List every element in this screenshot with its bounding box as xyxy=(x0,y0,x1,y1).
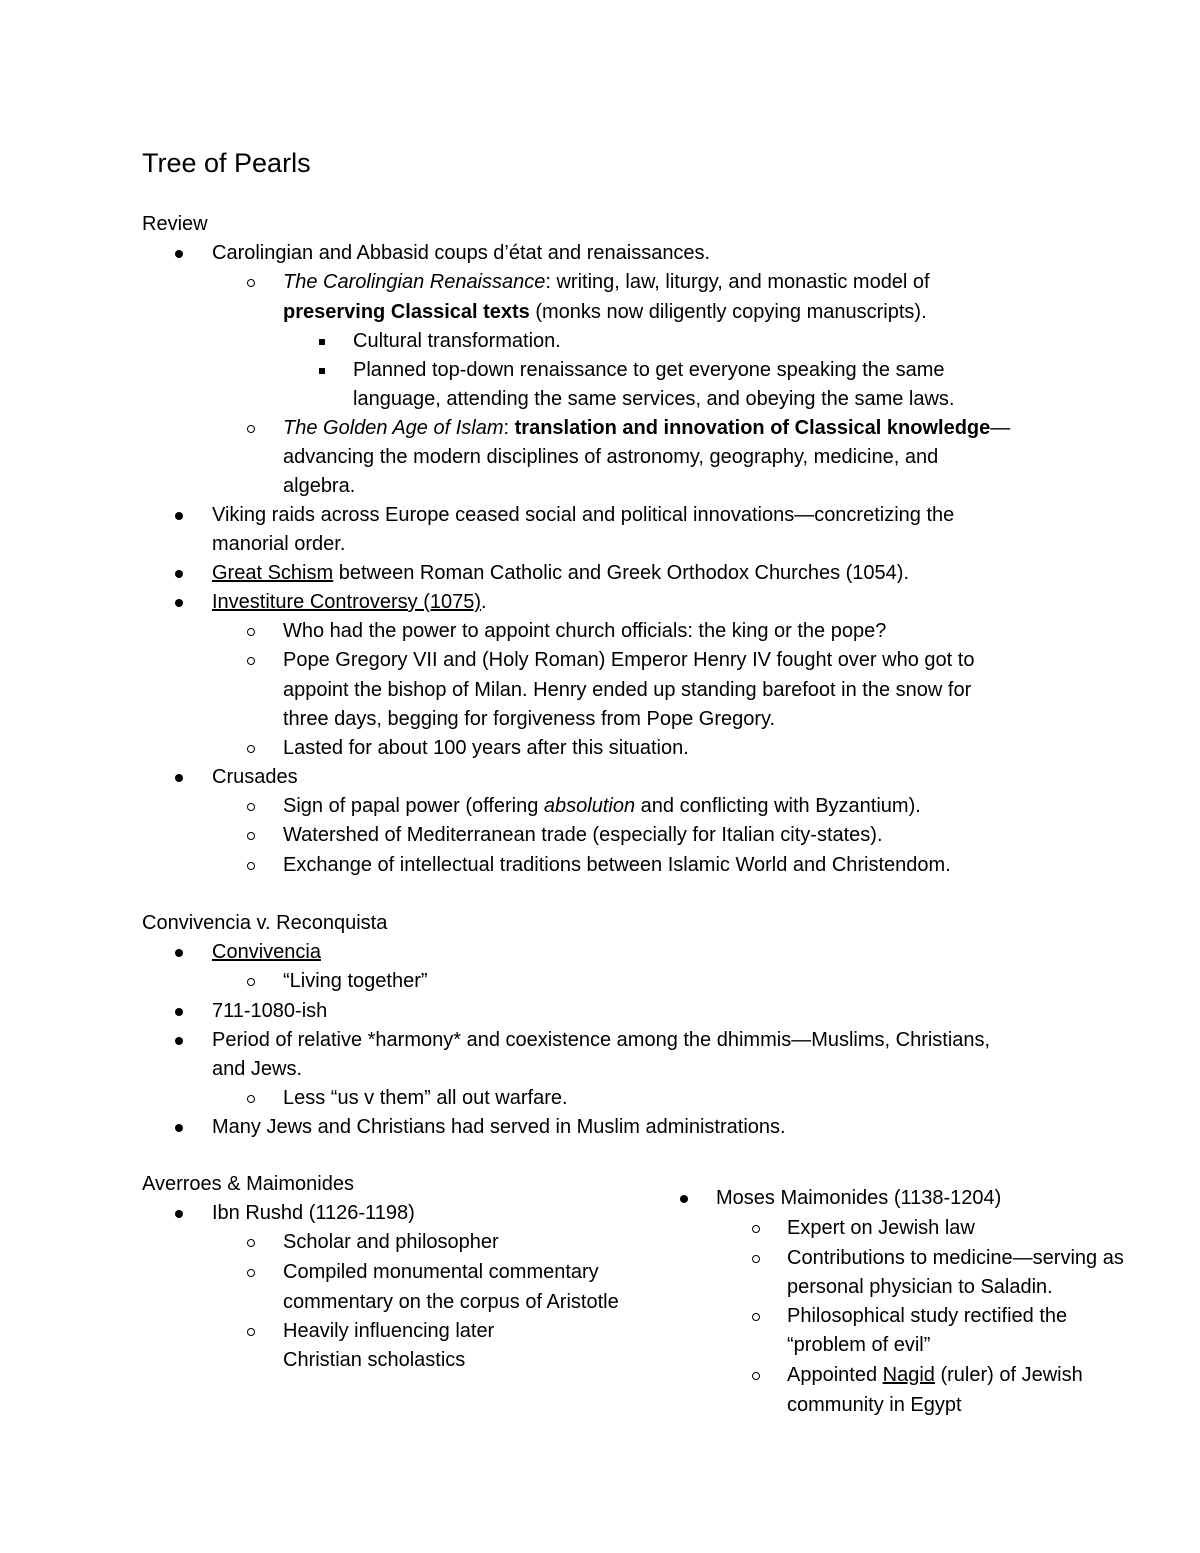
review-sub-golden-age-line2: advancing the modern disciplines of astronomy, geography, medicine, and xyxy=(283,446,939,468)
review-tertiary-2-line2: language, attending the same services, and obeying the same laws. xyxy=(353,388,955,410)
bullet-circle-icon xyxy=(247,822,255,848)
maimonides-sub-2-line2: personal physician to Saladin. xyxy=(787,1276,1053,1298)
ibn-rushd-bullet: Ibn Rushd (1126-1198) xyxy=(212,1202,415,1224)
carolingian-description: : writing, law, liturgy, and monastic model of xyxy=(545,271,930,293)
bullet-dot-icon xyxy=(175,939,183,965)
review-bullet-2: Viking raids across Europe ceased social and political innovations—concretizing the xyxy=(212,504,955,526)
nagid-term: Nagid xyxy=(882,1364,935,1386)
bullet-square-icon xyxy=(319,357,325,383)
review-sub-investiture-2: Pope Gregory VII and (Holy Roman) Emperor Henry IV fought over who got to xyxy=(283,649,975,671)
review-sub-investiture-1: Who had the power to appoint church officials: the king or the pope? xyxy=(283,620,887,642)
bullet-dot-icon xyxy=(175,764,183,790)
bullet-dot-icon xyxy=(175,998,183,1024)
bullet-dot-icon xyxy=(175,589,183,615)
bullet-dot-icon xyxy=(175,502,183,528)
ibn-rushd-sub-3: Heavily influencing later xyxy=(283,1320,495,1342)
period-text: . xyxy=(481,591,487,613)
bullet-circle-icon xyxy=(752,1215,760,1241)
preserving-classical-texts: preserving Classical texts xyxy=(283,301,530,323)
convivencia-bullet-4: Many Jews and Christians had served in Muslim administrations. xyxy=(212,1116,786,1138)
convivencia-sub-2: Less “us v them” all out warfare. xyxy=(283,1087,568,1109)
monks-copying-text: (monks now diligently copying manuscripts). xyxy=(529,301,927,323)
review-bullet-4 xyxy=(212,589,487,615)
convivencia-bullet-2: 711-1080-ish xyxy=(212,1000,328,1022)
bullet-circle-icon xyxy=(247,968,255,994)
dash-text: — xyxy=(990,417,1011,439)
review-tertiary-2: Planned top-down renaissance to get everyone speaking the same xyxy=(353,359,945,381)
bullet-circle-icon xyxy=(247,1318,255,1344)
great-schism-description: between Roman Catholic and Greek Orthodox Churches (1054). xyxy=(333,562,910,584)
maimonides-bullet: Moses Maimonides (1138-1204) xyxy=(716,1187,1002,1209)
appointed-text: Appointed xyxy=(787,1364,883,1386)
maimonides-sub-2: Contributions to medicine—serving as xyxy=(787,1247,1124,1269)
review-bullet-2-line2: manorial order. xyxy=(212,533,346,555)
convivencia-term: Convivencia xyxy=(212,941,321,963)
colon-text: : xyxy=(503,417,515,439)
bullet-circle-icon xyxy=(247,793,255,819)
carolingian-renaissance-term: The Carolingian Renaissance xyxy=(283,271,546,293)
convivencia-bullet-3-line2: and Jews. xyxy=(212,1058,303,1080)
ruler-text: (ruler) of Jewish xyxy=(934,1364,1083,1386)
bullet-circle-icon xyxy=(247,415,255,441)
maimonides-sub-4-line2: community in Egypt xyxy=(787,1394,962,1416)
review-sub-crusades-3: Exchange of intellectual traditions between Islamic World and Christendom. xyxy=(283,854,951,876)
bullet-circle-icon xyxy=(752,1303,760,1329)
review-sub-crusades-2: Watershed of Mediterranean trade (especially for Italian city-states). xyxy=(283,824,883,846)
review-sub-investiture-3: Lasted for about 100 years after this situation. xyxy=(283,737,689,759)
bullet-circle-icon xyxy=(247,1085,255,1111)
section-heading-convivencia: Convivencia v. Reconquista xyxy=(142,912,388,934)
bullet-circle-icon xyxy=(247,852,255,878)
review-sub-golden-age-line3: algebra. xyxy=(283,475,356,497)
absolution-term: absolution xyxy=(543,795,636,817)
review-bullet-1: Carolingian and Abbasid coups d’état and renaissances. xyxy=(212,242,711,264)
bullet-circle-icon xyxy=(752,1362,760,1388)
page-title: Tree of Pearls xyxy=(142,148,311,178)
bullet-dot-icon xyxy=(175,1114,183,1140)
bullet-square-icon xyxy=(319,328,325,354)
bullet-circle-icon xyxy=(247,618,255,644)
section-heading-averroes: Averroes & Maimonides xyxy=(142,1173,354,1195)
ibn-rushd-sub-3-line2: Christian scholastics xyxy=(283,1349,466,1371)
bullet-dot-icon xyxy=(175,240,183,266)
bullet-circle-icon xyxy=(247,735,255,761)
bullet-dot-icon xyxy=(175,560,183,586)
review-sub-carolingian-line2 xyxy=(283,299,927,325)
convivencia-bullet-1 xyxy=(212,939,321,965)
golden-age-term: The Golden Age of Islam xyxy=(283,417,504,439)
convivencia-sub-1: “Living together” xyxy=(283,970,428,992)
ibn-rushd-sub-2-line2: commentary on the corpus of Aristotle xyxy=(283,1291,619,1313)
section-heading-review: Review xyxy=(142,213,208,235)
convivencia-bullet-3: Period of relative *harmony* and coexistence among the dhimmis—Muslims, Christians, xyxy=(212,1029,991,1051)
byzantium-text: and conflicting with Byzantium). xyxy=(635,795,921,817)
ibn-rushd-sub-1: Scholar and philosopher xyxy=(283,1231,499,1253)
ibn-rushd-sub-2: Compiled monumental commentary xyxy=(283,1261,599,1283)
review-bullet-5: Crusades xyxy=(212,766,298,788)
review-sub-investiture-2-line2: appoint the bishop of Milan. Henry ended up standing barefoot in the snow for xyxy=(283,679,972,701)
maimonides-sub-4 xyxy=(787,1362,1083,1388)
review-sub-golden-age xyxy=(283,415,1010,441)
bullet-circle-icon xyxy=(247,1259,255,1285)
review-sub-investiture-2-line3: three days, begging for forgiveness from Pope Gregory. xyxy=(283,708,776,730)
bullet-circle-icon xyxy=(247,647,255,673)
maimonides-sub-3-line2: “problem of evil” xyxy=(787,1334,931,1356)
bullet-circle-icon xyxy=(247,1229,255,1255)
papal-power-text: Sign of papal power (offering xyxy=(283,795,544,817)
bullet-dot-icon xyxy=(175,1027,183,1053)
translation-innovation-text: translation and innovation of Classical knowledge xyxy=(514,417,991,439)
bullet-dot-icon xyxy=(680,1185,688,1211)
review-sub-crusades-1 xyxy=(283,793,921,819)
review-tertiary-1: Cultural transformation. xyxy=(353,330,561,352)
review-sub-carolingian xyxy=(283,269,930,295)
bullet-dot-icon xyxy=(175,1200,183,1226)
bullet-circle-icon xyxy=(247,269,255,295)
great-schism-term: Great Schism xyxy=(212,562,334,584)
investiture-controversy-term: Investiture Controversy (1075) xyxy=(212,591,482,613)
review-bullet-3 xyxy=(212,560,909,586)
maimonides-sub-3: Philosophical study rectified the xyxy=(787,1305,1068,1327)
bullet-circle-icon xyxy=(752,1245,760,1271)
maimonides-sub-1: Expert on Jewish law xyxy=(787,1217,975,1239)
